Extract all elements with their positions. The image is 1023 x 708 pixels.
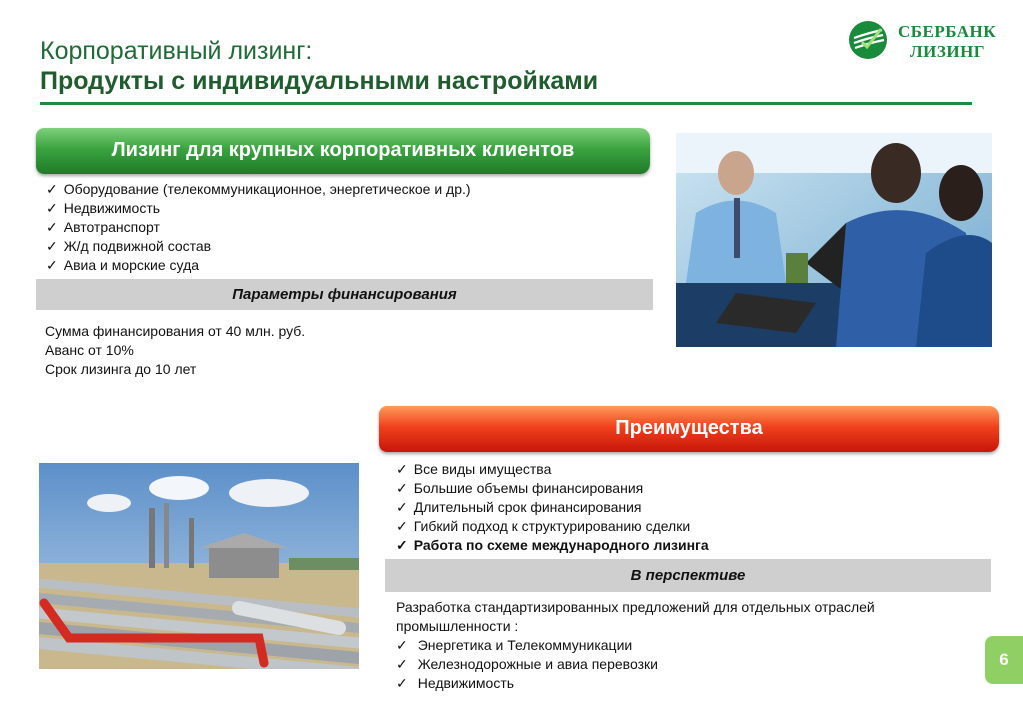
- outlook-header: В перспективе: [385, 559, 991, 592]
- list-item: ✓ Все виды имущества: [396, 460, 709, 479]
- list-item: ✓ Авиа и морские суда: [46, 256, 471, 275]
- title-divider: [40, 102, 972, 105]
- list-item: ✓ Недвижимость: [46, 199, 471, 218]
- page-number: 6: [985, 636, 1023, 684]
- financing-params: [45, 322, 305, 379]
- list-item: ✓ Железнодорожные и авиа перевозки: [396, 655, 956, 674]
- advantages-banner: Преимущества: [379, 406, 999, 452]
- list-item: ✓ Гибкий подход к структурированию сделки: [396, 517, 709, 536]
- advantages-list: [396, 460, 709, 555]
- title-line-1: Корпоративный лизинг:: [40, 37, 313, 65]
- param-line: Аванс от 10%: [45, 342, 134, 358]
- list-item: ✓ Энергетика и Телекоммуникации: [396, 636, 956, 655]
- industrial-plant-photo: [39, 463, 359, 669]
- logo-text-line-1: СБЕРБАНК: [898, 22, 997, 41]
- list-item: ✓ Оборудование (телекоммуникационное, энергетическое и др.): [46, 180, 471, 199]
- list-item: ✓ Большие объемы финансирования: [396, 479, 709, 498]
- outlook-list: [396, 636, 956, 693]
- list-item: ✓ Длительный срок финансирования: [396, 498, 709, 517]
- logo-text-line-2: ЛИЗИНГ: [910, 42, 986, 61]
- param-line: Срок лизинга до 10 лет: [45, 361, 197, 377]
- outlook-section: [396, 598, 956, 693]
- title-line-2: Продукты с индивидуальными настройками: [40, 67, 599, 95]
- sberbank-leasing-logo: [848, 20, 998, 66]
- sberbank-logo-icon: [848, 20, 888, 60]
- list-item: ✓ Автотранспорт: [46, 218, 471, 237]
- list-item: ✓ Ж/д подвижной состав: [46, 237, 471, 256]
- param-line: Сумма финансирования от 40 млн. руб.: [45, 323, 306, 339]
- list-item: ✓ Недвижимость: [396, 674, 956, 693]
- corporate-asset-list: [46, 180, 471, 275]
- list-item: ✓ Работа по схеме международного лизинга: [396, 536, 709, 555]
- business-meeting-photo: [676, 133, 992, 347]
- corporate-leasing-banner: Лизинг для крупных корпоративных клиентов: [36, 128, 650, 174]
- financing-params-header: Параметры финансирования: [36, 279, 653, 310]
- outlook-intro: Разработка стандартизированных предложений для отдельных отраслей промышленности :: [396, 599, 875, 634]
